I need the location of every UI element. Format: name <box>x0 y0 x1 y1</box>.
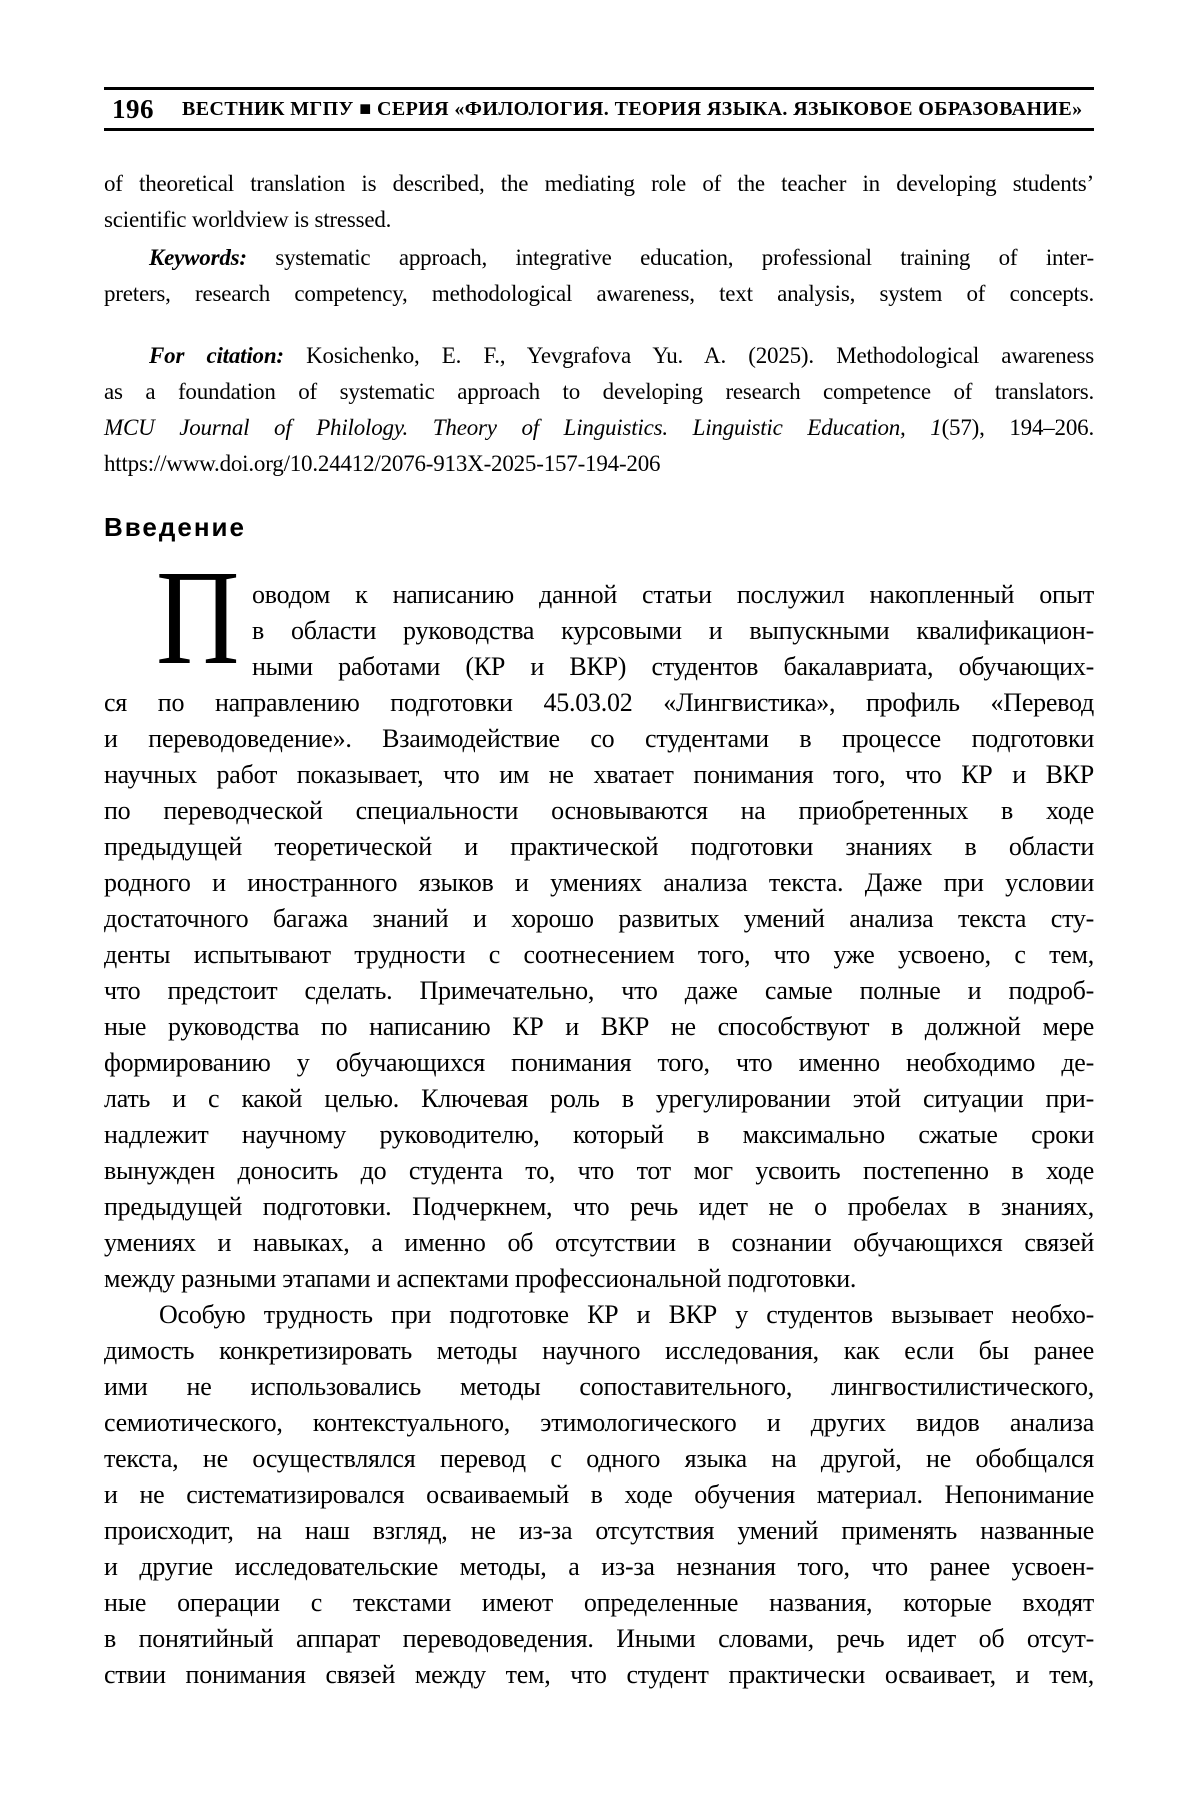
text-line: димость конкретизировать методы научного исследования, как если бы ранее <box>104 1336 1094 1365</box>
text-line: предыдущей теоретической и практической подготовки знаниях в области <box>104 832 1094 861</box>
text-line: ствии понимания связей между тем, что студент практически осваивает, и тем, <box>104 1660 1094 1689</box>
text-line: оводом к написанию данной статьи послужил накопленный опыт <box>252 580 1094 609</box>
citation-journal-italic: MCU Journal of Philology. Theory of Linguistics. Linguistic Education, 1 <box>104 415 942 440</box>
intro-paragraph <box>104 543 1094 1297</box>
page-number: 196 <box>112 93 154 124</box>
intro-lines <box>104 577 1094 1297</box>
citation-line-2: as a foundation of systematic approach to developing research competence of translators. <box>104 379 1094 404</box>
text-line: в понятийный аппарат переводоведения. Иными словами, речь идет об отсут- <box>104 1624 1094 1653</box>
citation-paragraph <box>104 338 1094 482</box>
citation-line-1 <box>104 338 1094 374</box>
text-line: умениях и навыках, а именно об отсутствии в сознании обучающихся связей <box>104 1228 1094 1257</box>
section-heading-introduction: Введение <box>104 512 246 542</box>
keywords-line-1 <box>104 240 1094 276</box>
text-line: scientific worldview is stressed. <box>104 207 392 232</box>
text-line: ными работами (КР и ВКР) студентов бакалавриата, обучающих- <box>252 652 1094 681</box>
drop-cap: П <box>156 543 240 693</box>
text-line: ими не использовались методы сопоставительного, лингвостилистического, <box>104 1372 1094 1401</box>
text-line: of theoretical translation is described, the mediating role of the teacher in developing students’ <box>104 171 1094 196</box>
text-line: происходит, на наш взгляд, не из-за отсутствия умений применять названные <box>104 1516 1094 1545</box>
text-line: ся по направлению подготовки 45.03.02 «Лингвистика», профиль «Перевод <box>104 688 1094 717</box>
citation-issue-pages: (57), 194–206. <box>941 415 1094 440</box>
text-line: что предстоит сделать. Примечательно, что даже самые полные и подроб- <box>104 976 1094 1005</box>
text-line: вынужден доносить до студента то, что тот мог усвоить постепенно в ходе <box>104 1156 1094 1185</box>
running-header <box>104 87 1094 131</box>
keywords-text: systematic approach, integrative education, professional training of inter- <box>246 245 1094 270</box>
page-content <box>104 87 1094 1693</box>
text-line: в области руководства курсовыми и выпускными квалификацион- <box>252 616 1094 645</box>
text-line: и переводоведение». Взаимодействие со студентами в процессе подготовки <box>104 724 1094 753</box>
text-line: ные руководства по написанию КР и ВКР не способствуют в должной мере <box>104 1012 1094 1041</box>
keywords-paragraph <box>104 240 1094 312</box>
journal-title: ВЕСТНИК МГПУ ■ СЕРИЯ «ФИЛОЛОГИЯ. ТЕОРИЯ ЯЗЫКА. ЯЗЫКОВОЕ ОБРАЗОВАНИЕ» <box>182 97 1083 120</box>
citation-authors: Kosichenko, E. F., Yevgrafova Yu. A. (2025). Methodological awareness <box>283 343 1094 368</box>
text-line: научных работ показывает, что им не хватает понимания того, что КР и ВКР <box>104 760 1094 789</box>
keywords-label: Keywords: <box>149 245 247 270</box>
text-line: надлежит научному руководителю, который в максимально сжатые сроки <box>104 1120 1094 1149</box>
text-line: лать и с какой целью. Ключевая роль в урегулировании этой ситуации при- <box>104 1084 1094 1113</box>
text-line: достаточного багажа знаний и хорошо развитых умений анализа текста сту- <box>104 904 1094 933</box>
text-line: родного и иностранного языков и умениях анализа текста. Даже при условии <box>104 868 1094 897</box>
abstract-paragraph <box>104 166 1094 238</box>
text-line: денты испытывают трудности с соотнесением того, что уже усвоено, с тем, <box>104 940 1094 969</box>
citation-doi-link[interactable]: https://www.doi.org/10.24412/2076-913X-2025-157-194-206 <box>104 451 661 476</box>
text-line: ные операции с текстами имеют определенные названия, которые входят <box>104 1588 1094 1617</box>
citation-line-3 <box>104 410 1094 446</box>
text-line: текста, не осуществлялся перевод с одного языка на другой, не обобщался <box>104 1444 1094 1473</box>
text-line: Особую трудность при подготовке КР и ВКР у студентов вызывает необхо- <box>159 1300 1094 1329</box>
second-paragraph <box>104 1297 1094 1693</box>
text-line: и другие исследовательские методы, а из-за незнания того, что ранее усвоен- <box>104 1552 1094 1581</box>
text-line: между разными этапами и аспектами профессиональной подготовки. <box>104 1264 857 1293</box>
text-line: и не систематизировался осваиваемый в ходе обучения материал. Непонимание <box>104 1480 1094 1509</box>
keywords-line-2: preters, research competency, methodological awareness, text analysis, system of concepts. <box>104 281 1094 306</box>
text-line: формированию у обучающихся понимания того, что именно необходимо де- <box>104 1048 1094 1077</box>
citation-label: For citation: <box>149 343 284 368</box>
text-line: по переводческой специальности основываются на приобретенных в ходе <box>104 796 1094 825</box>
text-line: семиотического, контекстуального, этимологического и других видов анализа <box>104 1408 1094 1437</box>
text-line: предыдущей подготовки. Подчеркнем, что речь идет не о пробелах в знаниях, <box>104 1192 1094 1221</box>
